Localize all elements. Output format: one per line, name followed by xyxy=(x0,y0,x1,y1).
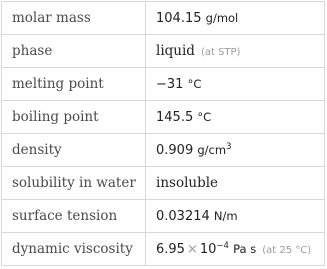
property-label: solubility in water xyxy=(2,167,146,200)
property-label: surface tension xyxy=(2,200,146,233)
table-row-boiling-point xyxy=(2,101,325,134)
property-label: dynamic viscosity xyxy=(2,233,146,266)
property-condition: (at 25 °C) xyxy=(262,245,312,256)
property-value-cell xyxy=(146,233,325,266)
property-unit: °C xyxy=(187,76,202,91)
property-value-cell xyxy=(146,200,325,233)
property-condition: (at STP) xyxy=(200,47,241,58)
property-unit: Pa s xyxy=(233,242,257,256)
table-row-solubility xyxy=(2,167,325,200)
property-unit xyxy=(197,143,231,157)
property-label: molar mass xyxy=(2,2,146,35)
property-value: 145.5 xyxy=(156,109,194,125)
property-value-cell xyxy=(146,167,325,200)
property-value: 104.15 xyxy=(156,10,202,26)
property-label: density xyxy=(2,134,146,167)
property-value-cell xyxy=(146,35,325,68)
table-row-melting-point xyxy=(2,68,325,101)
table-row-molar-mass xyxy=(2,2,325,35)
property-unit: g/mol xyxy=(205,10,239,25)
property-value-cell xyxy=(146,101,325,134)
value-base: 10 xyxy=(199,242,217,257)
table-row-dynamic-viscosity xyxy=(2,233,325,266)
unit-base: g/cm xyxy=(197,143,227,157)
value-exponent: −4 xyxy=(216,241,229,251)
property-value: liquid xyxy=(156,43,195,59)
times-sign: × xyxy=(186,242,198,257)
property-value-cell xyxy=(146,134,325,167)
property-label: boiling point xyxy=(2,101,146,134)
value-mantissa: 6.95 xyxy=(156,242,185,257)
property-unit: °C xyxy=(197,109,212,124)
property-unit: N/m xyxy=(213,208,238,223)
table-row-surface-tension xyxy=(2,200,325,233)
table-row-density xyxy=(2,134,325,167)
property-label: melting point xyxy=(2,68,146,101)
property-value: −31 xyxy=(156,76,184,92)
property-value: 0.03214 xyxy=(156,208,210,224)
property-value: insoluble xyxy=(156,175,219,191)
property-value-cell xyxy=(146,68,325,101)
property-value-cell xyxy=(146,2,325,35)
unit-superscript: 3 xyxy=(226,142,232,152)
properties-table xyxy=(1,1,325,266)
property-label: phase xyxy=(2,35,146,68)
property-value: 0.909 xyxy=(156,143,194,158)
properties-table-container xyxy=(1,1,325,266)
table-row-phase xyxy=(2,35,325,68)
